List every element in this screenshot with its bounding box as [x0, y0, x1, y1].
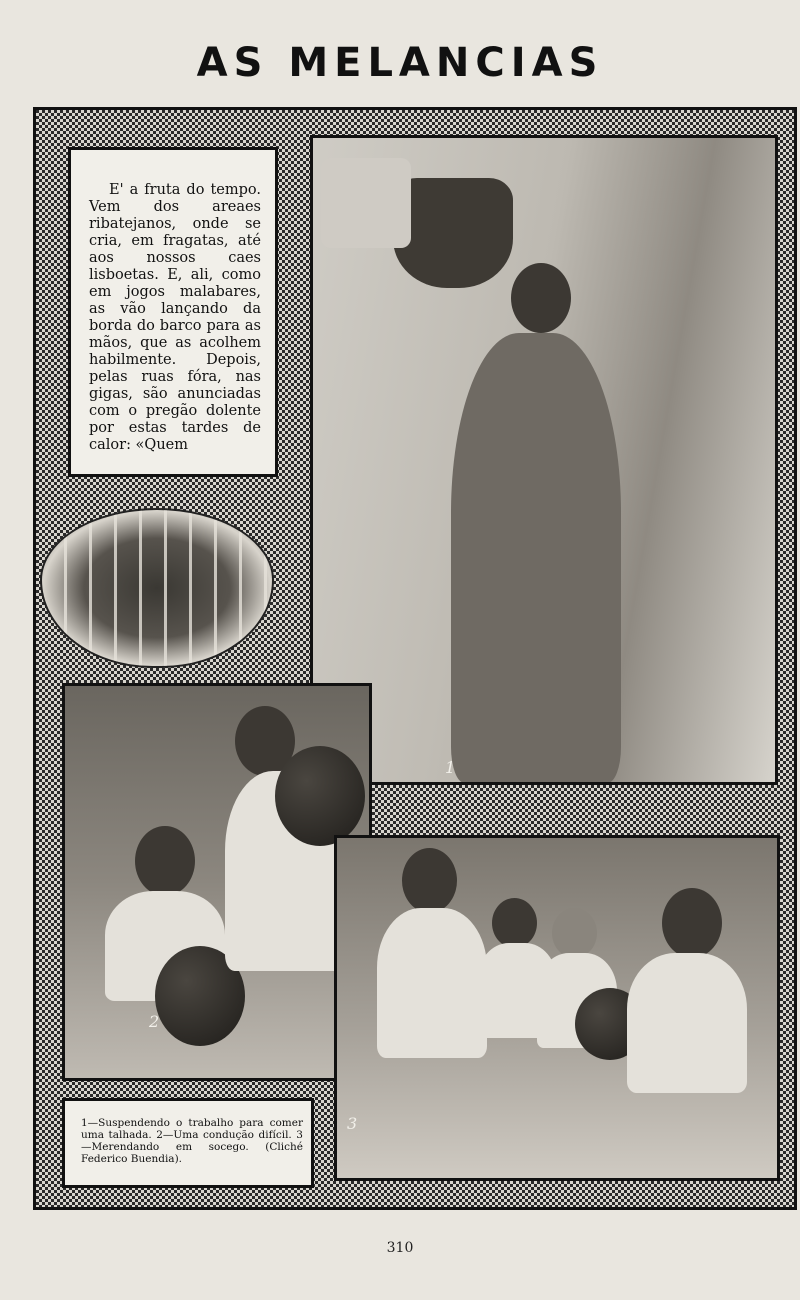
photo-1-number: 1 — [445, 758, 456, 777]
photo-caption — [62, 1098, 314, 1188]
child-crouching — [95, 826, 235, 1056]
article-body: E' a fruta do tempo. Vem dos areaes ribatejanos, onde se cria, em fragatas, até aos nossos caes lisboetas. E, ali, como em jogos malabares, as vão lançando da borda do barco para as mãos, que as acolhem habilmente. Depois, pelas ruas fóra, nas gigas, são anunciadas com o pregão dolente por estas tardes de calor: «Quem — [89, 182, 261, 453]
child-right — [617, 888, 757, 1118]
cloth-image — [321, 158, 411, 248]
article-text-box — [68, 147, 278, 477]
child-left — [377, 848, 487, 1058]
page-title: AS MELANCIAS — [196, 40, 604, 86]
photo-woman-eating-melon — [310, 135, 778, 785]
photo-3-number: 3 — [347, 1114, 358, 1133]
page-number: 310 — [386, 1240, 414, 1256]
photo-children-eating-melon — [334, 835, 780, 1181]
photo-2-number: 2 — [149, 1012, 160, 1031]
caption-text: 1—Suspendendo o trabalho para comer uma talhada. 2—Uma condução difícil. 3—Merendando em socego. (Cliché Federico Buendia). — [81, 1117, 303, 1165]
woman-figure — [431, 263, 631, 783]
basket-image — [393, 178, 513, 288]
photo-children-carrying-melon — [62, 683, 372, 1081]
